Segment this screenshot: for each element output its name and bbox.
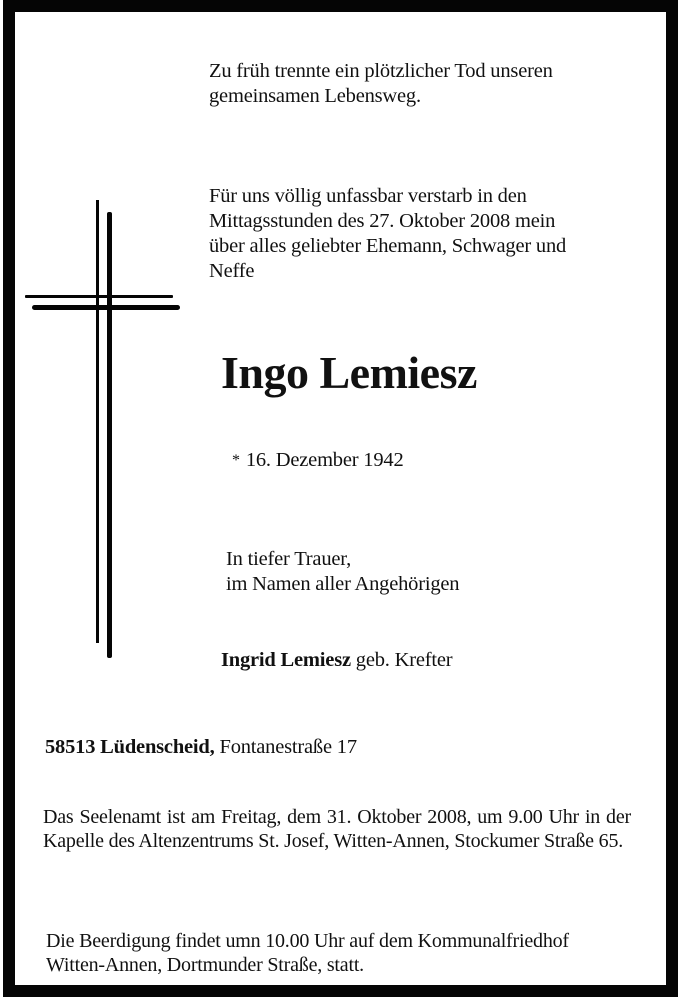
birth-star-icon: * bbox=[232, 452, 240, 469]
announcement-line-1: Für uns völlig unfassbar verstarb in den bbox=[209, 185, 527, 207]
cross-thin-vertical bbox=[96, 200, 99, 643]
mourning-line-1: In tiefer Trauer, bbox=[226, 548, 352, 570]
intro-line-2: gemeinsamen Lebensweg. bbox=[209, 85, 421, 107]
burial-line-2: Witten-Annen, Dortmunder Straße, statt. bbox=[46, 954, 364, 976]
announcement-line-3: über alles geliebter Ehemann, Schwager und bbox=[209, 235, 567, 257]
birth-date: 16. Dezember 1942 bbox=[245, 449, 404, 471]
birth-date-line bbox=[232, 448, 404, 473]
mourning-line-2: im Namen aller Angehörigen bbox=[226, 573, 460, 595]
requiem-notice: Das Seelenamt ist am Freitag, dem 31. Oktober 2008, um 9.00 Uhr in der Kapelle des Altenzentrums St. Josef, Witten-Annen, Stockumer Straße 65. bbox=[43, 806, 631, 852]
address-city: 58513 Lüdenscheid, bbox=[45, 736, 215, 758]
signatory-maiden-name: geb. Krefter bbox=[350, 649, 453, 671]
cross-thin-horizontal bbox=[25, 295, 173, 298]
signatory-name: Ingrid Lemiesz bbox=[221, 649, 351, 671]
signatory bbox=[221, 648, 452, 673]
cross-thick-vertical bbox=[107, 212, 112, 658]
cross-thick-horizontal bbox=[32, 305, 180, 310]
address-street: Fontanestraße 17 bbox=[214, 736, 357, 758]
intro-line-1: Zu früh trennte ein plötzlicher Tod unseren bbox=[209, 60, 553, 82]
deceased-name: Ingo Lemiesz bbox=[221, 347, 477, 398]
burial-line-1: Die Beerdigung findet umn 10.00 Uhr auf dem Kommunalfriedhof bbox=[46, 930, 569, 952]
announcement-line-4: Neffe bbox=[209, 260, 255, 282]
address bbox=[45, 735, 357, 760]
announcement-line-2: Mittagsstunden des 27. Oktober 2008 mein bbox=[209, 210, 556, 232]
